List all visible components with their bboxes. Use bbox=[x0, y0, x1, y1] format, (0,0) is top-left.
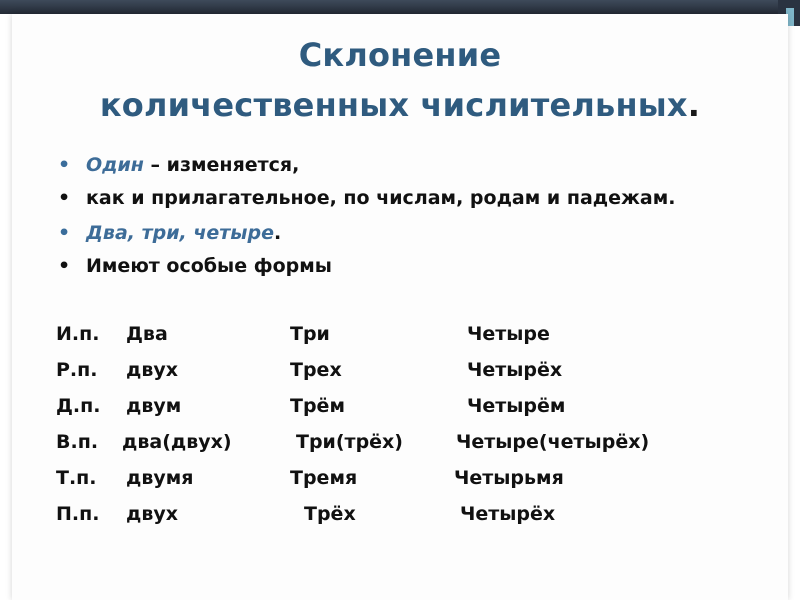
bullet-item-adjective bbox=[58, 185, 758, 212]
slide-title bbox=[0, 30, 800, 130]
form-four: Четырьмя bbox=[454, 467, 564, 489]
form-four: Четырёх bbox=[460, 503, 556, 525]
form-four: Четыре bbox=[467, 323, 550, 345]
bullet-item-special-forms bbox=[58, 253, 758, 280]
bullet-accent: Один bbox=[86, 154, 144, 176]
title-line-1: Склонение bbox=[298, 36, 502, 74]
top-bar bbox=[0, 0, 800, 14]
case-label: И.п. bbox=[56, 323, 100, 345]
form-two: двух bbox=[126, 359, 179, 381]
title-line-2-text: количественных числительных bbox=[99, 86, 688, 124]
form-three: Трём bbox=[290, 395, 345, 417]
bullet-marker: • bbox=[58, 154, 71, 176]
title-line-2 bbox=[0, 80, 800, 130]
bullet-text: . bbox=[273, 222, 282, 244]
bullet-text: – изменяется, bbox=[143, 154, 300, 176]
case-label: Д.п. bbox=[56, 395, 101, 417]
form-four: Четыре(четырёх) bbox=[456, 431, 650, 453]
bullet-list bbox=[58, 152, 758, 286]
bullet-marker: • bbox=[58, 222, 71, 244]
bullet-item-odin bbox=[58, 152, 758, 179]
case-label: П.п. bbox=[56, 503, 100, 525]
bullet-item-dva-tri-chetyre bbox=[58, 220, 758, 247]
form-four: Четырёх bbox=[467, 359, 563, 381]
bullet-marker: • bbox=[58, 255, 71, 277]
bullet-marker: • bbox=[58, 187, 71, 209]
form-two: двух bbox=[126, 503, 179, 525]
case-label: Р.п. bbox=[56, 359, 98, 381]
case-label: Т.п. bbox=[56, 467, 97, 489]
bullet-text: Имеют особые формы bbox=[86, 255, 332, 277]
bullet-text: как и прилагательное, по числам, родам и падежам. bbox=[86, 187, 676, 209]
form-two: два(двух) bbox=[122, 431, 232, 453]
case-label: В.п. bbox=[56, 431, 99, 453]
form-two: двум bbox=[126, 395, 182, 417]
form-three: Трех bbox=[290, 359, 342, 381]
form-three: Три(трёх) bbox=[296, 431, 403, 453]
form-four: Четырём bbox=[467, 395, 566, 417]
form-three: Три bbox=[290, 323, 330, 345]
form-two: двумя bbox=[126, 467, 194, 489]
form-three: Тремя bbox=[290, 467, 358, 489]
form-three: Трёх bbox=[304, 503, 356, 525]
bullet-accent: Два, три, четыре bbox=[86, 222, 274, 244]
title-dot: . bbox=[687, 86, 701, 124]
form-two: Два bbox=[126, 323, 168, 345]
